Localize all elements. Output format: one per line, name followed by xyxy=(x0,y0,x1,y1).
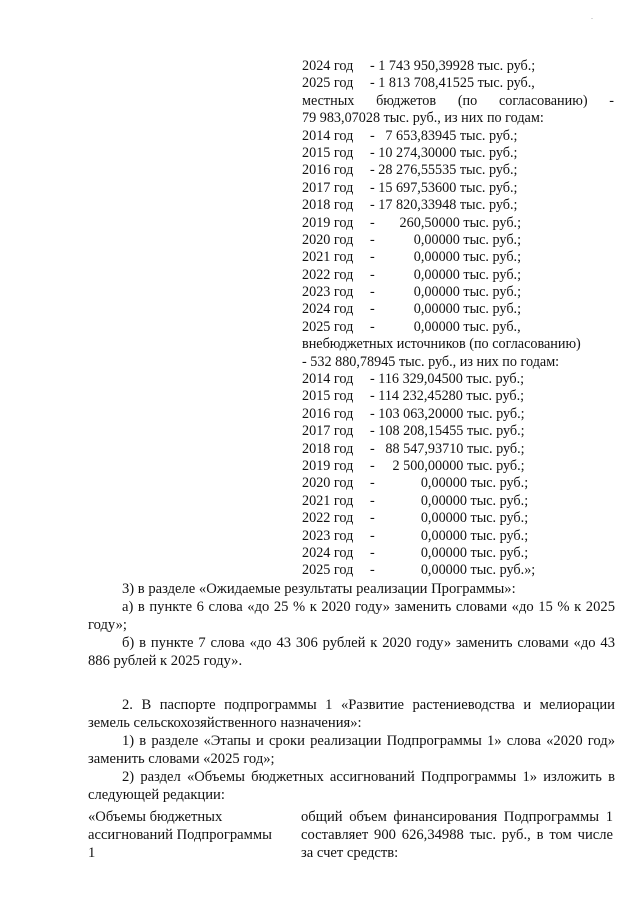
funding-row xyxy=(302,162,614,179)
year-label: 2021 год xyxy=(302,492,354,509)
year-label: 2018 год xyxy=(302,440,354,457)
funding-row xyxy=(302,562,614,579)
funding-row xyxy=(302,215,614,232)
amount-value: - 2 500,00000 тыс. руб.; xyxy=(370,457,525,474)
amount-value: - 0,00000 тыс. руб.; xyxy=(370,510,529,527)
funding-row xyxy=(302,423,614,440)
amendments-text xyxy=(88,580,615,804)
year-label: 2018 год xyxy=(302,197,354,214)
funding-row xyxy=(302,475,614,492)
section-2-item-1: 1) в разделе «Этапы и сроки реализации Подпрограммы 1» слова «2020 год» заменить словами «2025 год»; xyxy=(88,733,615,767)
year-label: 2021 год xyxy=(302,249,354,266)
year-label: 2024 год xyxy=(302,58,354,74)
amount-value: - 0,00000 тыс. руб.; xyxy=(370,527,529,544)
funding-row xyxy=(302,406,614,423)
funding-row xyxy=(302,128,614,145)
year-label: 2017 год xyxy=(302,179,354,196)
amount-value: - 88 547,93710 тыс. руб.; xyxy=(370,440,525,457)
amount-value: - 28 276,55535 тыс. руб.; xyxy=(370,162,518,179)
allocations-text: общий объем финансирования Подпрограммы 1 составляет 900 626,34988 тыс. руб., в том числе за счет средств: xyxy=(301,809,613,861)
amount-value: - 0,00000 тыс. руб.; xyxy=(370,231,522,248)
year-label: 2020 год xyxy=(302,231,354,248)
local-budgets-rows xyxy=(302,128,614,337)
extrabudget-rows xyxy=(302,371,614,580)
item-3a: а) в пункте 6 слова «до 25 % к 2020 году» заменить словами «до 15 % к 2025 году»; xyxy=(88,599,615,633)
amount-value: - 0,00000 тыс. руб.»; xyxy=(370,562,536,579)
amount-value: - 103 063,20000 тыс. руб.; xyxy=(370,405,525,422)
funding-row xyxy=(302,510,614,527)
item-3: 3) в разделе «Ожидаемые результаты реализации Программы»: xyxy=(122,581,516,597)
amount-value: - 1 813 708,41525 тыс. руб., xyxy=(370,75,535,92)
year-label: 2022 год xyxy=(302,266,354,283)
amount-value: - 17 820,33948 тыс. руб.; xyxy=(370,197,518,214)
section-2-item-2: 2) раздел «Объемы бюджетных ассигнований Подпрограммы 1» изложить в следующей редакции: xyxy=(88,769,615,803)
year-label: 2022 год xyxy=(302,510,354,527)
year-label: 2024 год xyxy=(302,544,354,561)
amount-value: - 0,00000 тыс. руб.; xyxy=(370,301,522,318)
local-budgets-total: 79 983,07028 тыс. руб., из них по годам: xyxy=(302,110,544,127)
funding-row xyxy=(302,75,614,92)
year-label: 2025 год xyxy=(302,318,354,335)
funding-row xyxy=(302,301,614,318)
year-label: 2025 год xyxy=(302,562,354,579)
amount-value: - 1 743 950,39928 тыс. руб.; xyxy=(370,58,536,74)
amount-value: - 0,00000 тыс. руб.; xyxy=(370,492,529,509)
amount-value: - 0,00000 тыс. руб.; xyxy=(370,284,522,301)
funding-row xyxy=(302,58,614,75)
local-budgets-header: местных бюджетов (по согласованию) - xyxy=(302,92,614,109)
funding-row xyxy=(302,493,614,510)
funding-row xyxy=(302,249,614,266)
funding-row xyxy=(302,371,614,388)
allocations-label: «Объемы бюджетных ассигнований Подпрограммы 1 xyxy=(88,809,272,861)
funding-row xyxy=(302,528,614,545)
amount-value: - 0,00000 тыс. руб.; xyxy=(370,475,529,492)
funding-row xyxy=(302,284,614,301)
year-label: 2017 год xyxy=(302,423,354,440)
funding-row xyxy=(302,319,614,336)
funding-row xyxy=(302,441,614,458)
amount-value: - 114 232,45280 тыс. руб.; xyxy=(370,388,525,405)
corner-mark: - xyxy=(591,16,593,22)
funding-row xyxy=(302,388,614,405)
extrabudget-total: - 532 880,78945 тыс. руб., из них по годам: xyxy=(302,353,560,370)
year-label: 2015 год xyxy=(302,388,354,405)
section-2: 2. В паспорте подпрограммы 1 «Развитие растениеводства и мелиорации земель сельскохозяйственного назначения»: xyxy=(88,697,615,731)
amount-value: - 116 329,04500 тыс. руб.; xyxy=(370,371,525,388)
funding-row xyxy=(302,180,614,197)
year-label: 2019 год xyxy=(302,214,354,231)
funding-row xyxy=(302,267,614,284)
amount-value: - 0,00000 тыс. руб.; xyxy=(370,249,522,266)
year-label: 2020 год xyxy=(302,475,354,492)
amount-value: - 7 653,83945 тыс. руб.; xyxy=(370,127,518,144)
funding-row xyxy=(302,458,614,475)
year-label: 2014 год xyxy=(302,371,354,388)
year-label: 2025 год xyxy=(302,75,354,92)
amount-value: - 0,00000 тыс. руб.; xyxy=(370,266,522,283)
amount-value: - 108 208,15455 тыс. руб.; xyxy=(370,423,525,440)
amount-value: - 0,00000 тыс. руб.; xyxy=(370,544,529,561)
amount-value: - 0,00000 тыс. руб., xyxy=(370,318,521,335)
year-label: 2014 год xyxy=(302,127,354,144)
extrabudget-header: внебюджетных источников (по согласованию) xyxy=(302,336,581,353)
amount-value: - 10 274,30000 тыс. руб.; xyxy=(370,144,518,161)
funding-row xyxy=(302,197,614,214)
amount-value: - 260,50000 тыс. руб.; xyxy=(370,214,522,231)
item-3b: б) в пункте 7 слова «до 43 306 рублей к 2020 году» заменить словами «до 43 886 рублей к 2025 году». xyxy=(88,635,615,669)
funding-row xyxy=(302,232,614,249)
year-label: 2019 год xyxy=(302,457,354,474)
year-label: 2024 год xyxy=(302,301,354,318)
year-label: 2015 год xyxy=(302,144,354,161)
year-label: 2016 год xyxy=(302,405,354,422)
funding-column xyxy=(302,58,614,580)
amount-value: - 15 697,53600 тыс. руб.; xyxy=(370,179,518,196)
funding-row xyxy=(302,145,614,162)
year-label: 2023 год xyxy=(302,527,354,544)
year-label: 2023 год xyxy=(302,284,354,301)
funding-row xyxy=(302,545,614,562)
year-label: 2016 год xyxy=(302,162,354,179)
